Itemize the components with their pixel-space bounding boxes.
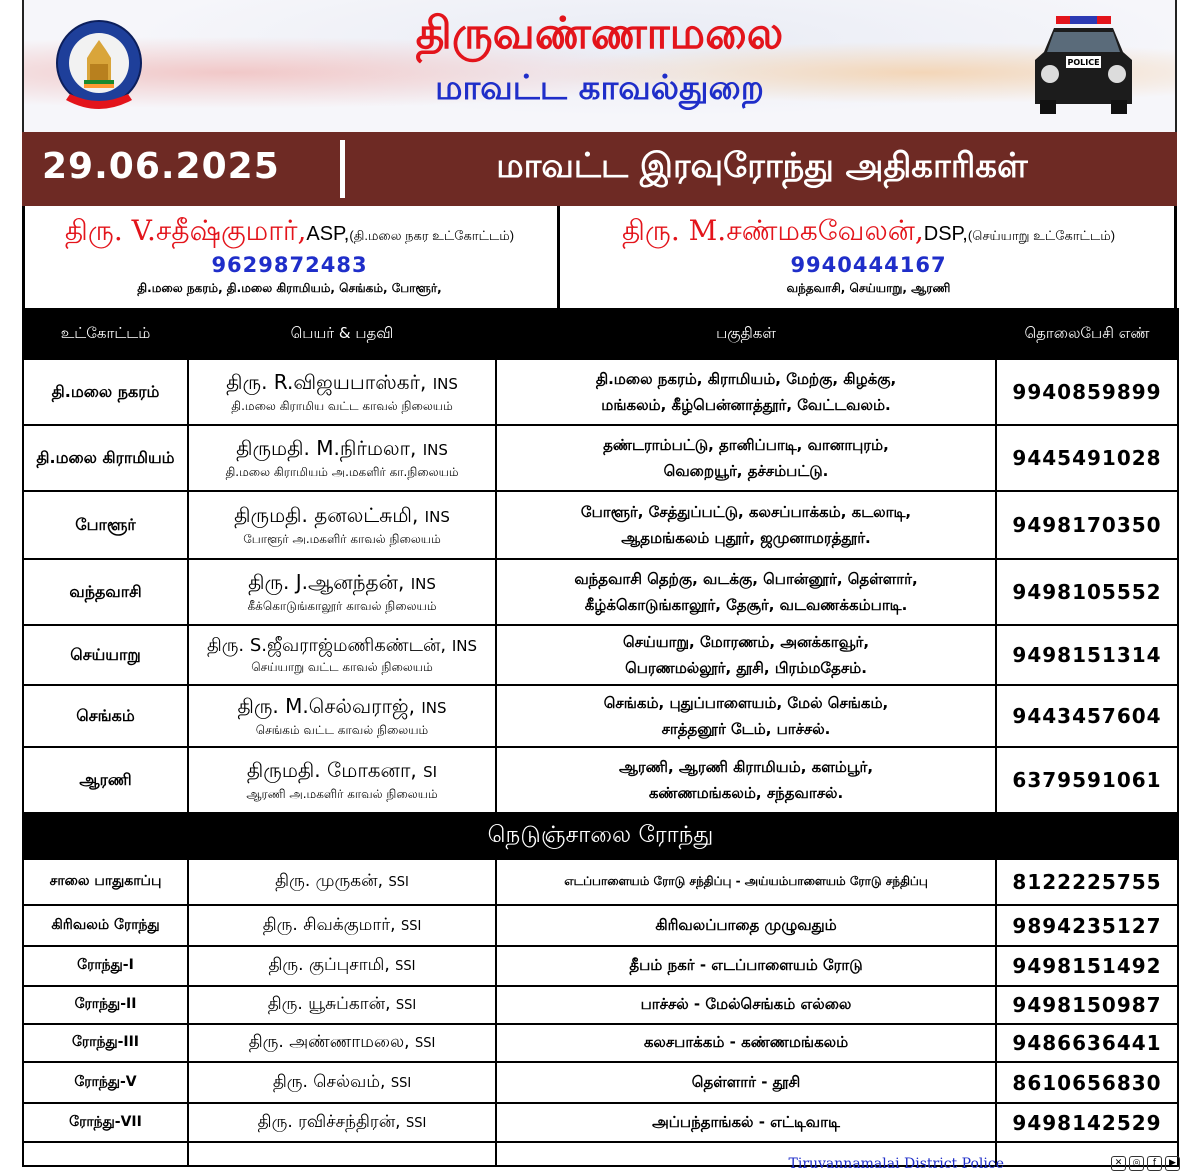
table-row: ரோந்து-II திரு. யூசுப்கான், SSI பாச்சல் - மேல்செங்கம் எல்லை 9498150987 [23,986,1178,1024]
header-banner [22,0,1177,132]
report-date: 29.06.2025 [42,146,280,187]
table-row: செய்யாறு திரு. S.ஜீவராஜ்மணிகண்டன், INS செய்யாறு வட்ட காவல் நிலையம் செய்யாறு, மோரணம், அனக்காவூர், பெரணமல்லூர், தூசி, பிரம்மதேசம். 9498151314 [23,625,1178,685]
table-row: தி.மலை கிராமியம் திருமதி. M.நிர்மலா, INS தி.மலை கிராமியம் அ.மகளிர் கா.நிலையம் தண்டராம்பட்டு, தானிப்பாடி, வானாபுரம், வெறையூர், தச்சம்பட்டு. 9445491028 [23,425,1178,491]
table-header [23,309,1178,359]
police-car-icon [1026,12,1141,117]
band-separator [340,140,345,198]
page-subtitle: மாவட்ட காவல்துறை [435,68,764,108]
table-footer-row [23,1142,1178,1166]
officer-dsp: திரு. M.சண்மகவேலன்,DSP,(செய்யாறு உட்கோட்டம்) 9940444167 வந்தவாசி, செய்யாறு, ஆரணி [560,206,1177,308]
instagram-icon[interactable]: ◎ [1129,1156,1144,1171]
table-row: செங்கம் திரு. M.செல்வராஜ், INS செங்கம் வட்ட காவல் நிலையம் செங்கம், புதுப்பாளையம், மேல் செங்கம், சாத்தனூர் டேம், பாச்சல். 9443457604 [23,685,1178,747]
officer-areas: வந்தவாசி, செய்யாறு, ஆரணி [786,281,951,295]
col-header-name: பெயர் & பதவி [188,309,496,359]
officer-areas: தி.மலை நகரம், தி.மலை கிராமியம், செங்கம், போளூர், [137,281,442,295]
col-header-division: உட்கோட்டம் [23,309,188,359]
table-row: ஆரணி திருமதி. மோகனா, SI ஆரணி அ.மகளிர் காவல் நிலையம் ஆரணி, ஆரணி கிராமியம், களம்பூர், கண்ணமங்கலம், சந்தவாசல். 6379591061 [23,747,1178,813]
supervising-officers [22,206,1177,308]
officer-phone: 9629872483 [211,253,368,277]
youtube-icon[interactable]: ▶ [1165,1156,1180,1171]
table-row: சாலை பாதுகாப்பு திரு. முருகன், SSI எடப்பாளையம் ரோடு சந்திப்பு - அய்யம்பாளையம் ரோடு சந்திப்பு 8122225755 [23,859,1178,905]
table-row: ரோந்து-III திரு. அண்ணாமலை, SSI கலசபாக்கம் - கண்ணமங்கலம் 9486636441 [23,1024,1178,1062]
social-icons [1111,1156,1180,1171]
date-title-band [22,132,1177,206]
twitter-icon[interactable]: ✕ [1111,1156,1126,1171]
table-row: ரோந்து-V திரு. செல்வம், SSI தெள்ளார் - தூசி 8610656830 [23,1062,1178,1103]
table-row: போளூர் திருமதி. தனலட்சுமி, INS போளூர் அ.மகளிர் காவல் நிலையம் போளூர், சேத்துப்பட்டு, கலசப்பாக்கம், கடலாடி, ஆதமங்கலம் புதூர், ஜமுனாமரத்தூர். 9498170350 [23,491,1178,559]
col-header-phone: தொலைபேசி எண் [996,309,1178,359]
footer-credit: Tiruvannamalai District Police [788,1156,1004,1172]
col-header-areas: பகுதிகள் [496,309,996,359]
page-title: திருவண்ணாமலை [415,8,784,59]
svg-text:POLICE: POLICE [1067,58,1100,67]
officer-asp: திரு. V.சதீஷ்குமார்,ASP,(தி.மலை நகர உட்கோட்டம்) 9629872483 தி.மலை நகரம், தி.மலை கிராமியம், செங்கம், போளூர், [22,206,557,308]
table-row: வந்தவாசி திரு. J.ஆனந்தன், INS கீக்கொடுங்காலூர் காவல் நிலையம் வந்தவாசி தெற்கு, வடக்கு, பொன்னூர், தெள்ளார், கீழ்க்கொடுங்காலூர், தேசூர், வடவணக்கம்பாடி. 9498105552 [23,559,1178,625]
band-title: மாவட்ட இரவுரோந்து அதிகாரிகள் [496,146,1028,186]
table-row: ரோந்து-I திரு. குப்புசாமி, SSI தீபம் நகர் - எடப்பாளையம் ரோடு 9498151492 [23,946,1178,986]
table-row: ரோந்து-VII திரு. ரவிச்சந்திரன், SSI அப்பந்தாங்கல் - எட்டிவாடி 9498142529 [23,1103,1178,1142]
section-header-highway-patrol: நெடுஞ்சாலை ரோந்து [23,813,1178,859]
facebook-icon[interactable]: f [1147,1156,1162,1171]
table-row: கிரிவலம் ரோந்து திரு. சிவக்குமார், SSI கிரிவலப்பாதை முழுவதும் 9894235127 [23,905,1178,946]
table-row: தி.மலை நகரம் திரு. R.விஜயபாஸ்கர், INS தி.மலை கிராமிய வட்ட காவல் நிலையம் தி.மலை நகரம், கிராமியம், மேற்கு, கிழக்கு, மங்கலம், கீழ்பென்னாத்தூர், வேட்டவலம். 9940859899 [23,359,1178,425]
patrol-table [22,308,1179,1167]
officer-phone: 9940444167 [790,253,947,277]
